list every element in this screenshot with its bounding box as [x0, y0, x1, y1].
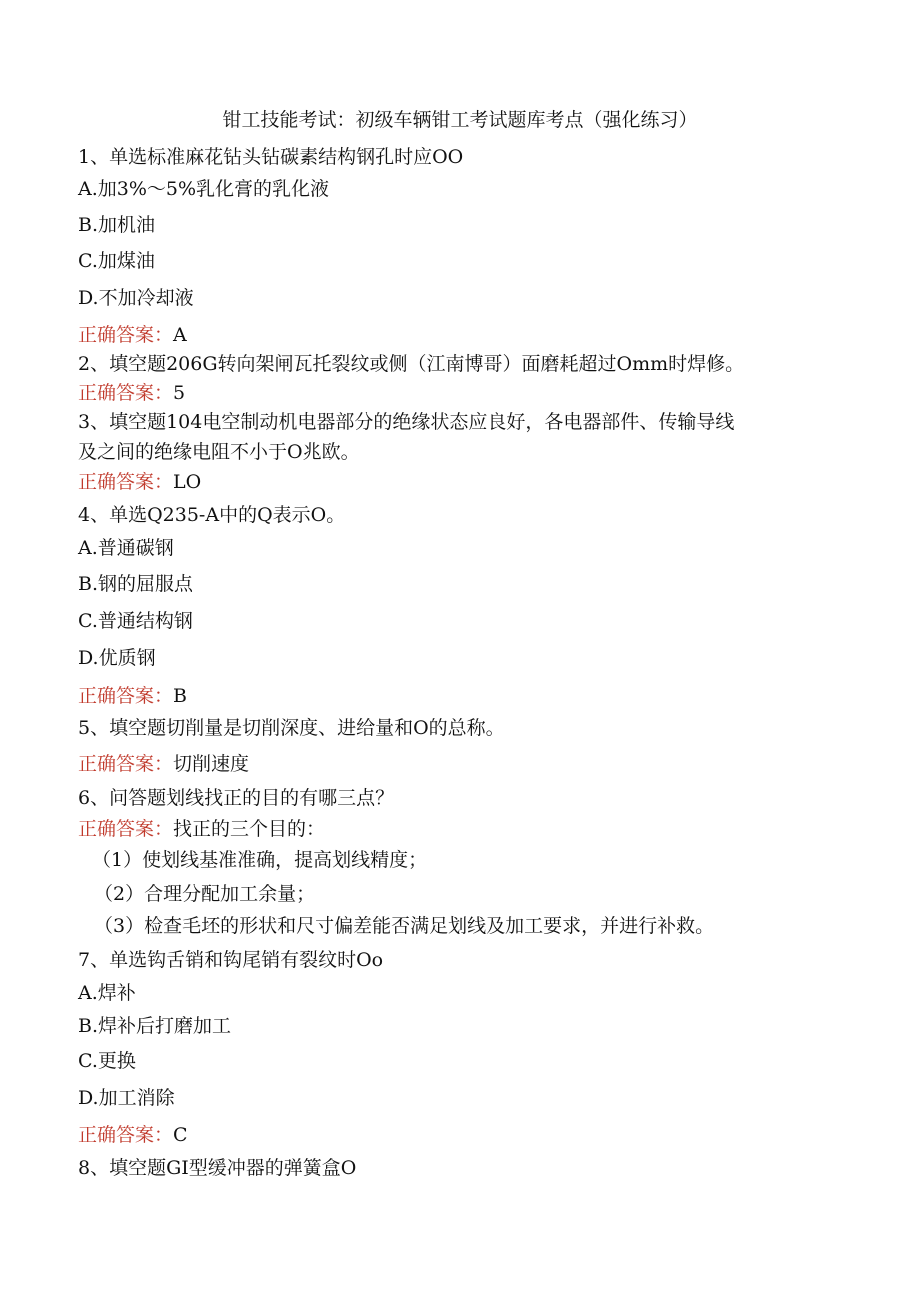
question-6-point-3: （3）检查毛坯的形状和尺寸偏差能否满足划线及加工要求，并进行补救。 — [94, 915, 715, 937]
question-5-answer — [78, 752, 249, 776]
question-3-answer — [78, 470, 201, 494]
answer-label: 正确答案： — [78, 753, 174, 775]
answer-label: 正确答案： — [78, 324, 174, 346]
answer-label: 正确答案： — [78, 382, 174, 404]
question-4-option-b: B.钢的屈服点 — [78, 573, 194, 595]
question-1-stem: 1、单选标准麻花钻头钻碳素结构钢孔时应OO — [78, 146, 464, 168]
answer-value: 5 — [173, 382, 186, 404]
question-1-option-c: C.加煤油 — [78, 250, 155, 272]
answer-value: 找正的三个目的： — [173, 818, 326, 840]
question-7-stem: 7、单选钩舌销和钩尾销有裂纹时Oo — [78, 949, 384, 971]
question-4-option-d: D.优质钢 — [78, 647, 156, 669]
question-4-stem: 4、单选Q235-A中的Q表示O。 — [78, 504, 346, 526]
answer-value: LO — [173, 471, 202, 493]
question-7-option-b: B.焊补后打磨加工 — [78, 1015, 232, 1037]
question-4-option-c: C.普通结构钢 — [78, 610, 193, 632]
answer-value: C — [173, 1124, 188, 1146]
question-2-stem: 2、填空题206G转向架闸瓦托裂纹或侧（江南博哥）面磨耗超过Omm时焊修。 — [78, 353, 745, 375]
question-7-answer — [78, 1123, 188, 1147]
question-6-point-2: （2）合理分配加工余量； — [94, 883, 316, 905]
question-3-stem-line-1: 3、填空题104电空制动机电器部分的绝缘状态应良好，各电器部件、传输导线 — [78, 411, 735, 433]
question-3-stem-line-2: 及之间的绝缘电阻不小于O兆欧。 — [78, 441, 360, 463]
question-4-option-a: A.普通碳钢 — [78, 537, 174, 559]
question-1-option-b: B.加机油 — [78, 214, 156, 236]
answer-label: 正确答案： — [78, 1124, 174, 1146]
question-7-option-d: D.加工消除 — [78, 1087, 175, 1109]
question-7-option-a: A.焊补 — [78, 982, 136, 1004]
document-title: 钳工技能考试：初级车辆钳工考试题库考点（强化练习） — [222, 109, 698, 131]
question-1-answer — [78, 323, 187, 347]
question-8-stem: 8、填空题GI型缓冲器的弹簧盒O — [78, 1157, 357, 1179]
answer-value: B — [173, 685, 187, 707]
answer-value: 切削速度 — [173, 753, 250, 775]
answer-label: 正确答案： — [78, 471, 174, 493]
question-4-answer — [78, 684, 187, 708]
question-6-point-1: （1）使划线基准准确，提高划线精度； — [92, 849, 428, 871]
question-5-stem: 5、填空题切削量是切削深度、进给量和O的总称。 — [78, 717, 505, 739]
answer-label: 正确答案： — [78, 818, 174, 840]
question-2-answer — [78, 381, 185, 405]
answer-value: A — [173, 324, 187, 346]
question-7-option-c: C.更换 — [78, 1050, 136, 1072]
question-1-option-d: D.不加冷却液 — [78, 287, 194, 309]
question-1-option-a: A.加3%～5%乳化膏的乳化液 — [78, 178, 330, 200]
question-6-answer — [78, 817, 325, 841]
answer-label: 正确答案： — [78, 685, 174, 707]
question-6-stem: 6、问答题划线找正的目的有哪三点？ — [78, 787, 395, 809]
